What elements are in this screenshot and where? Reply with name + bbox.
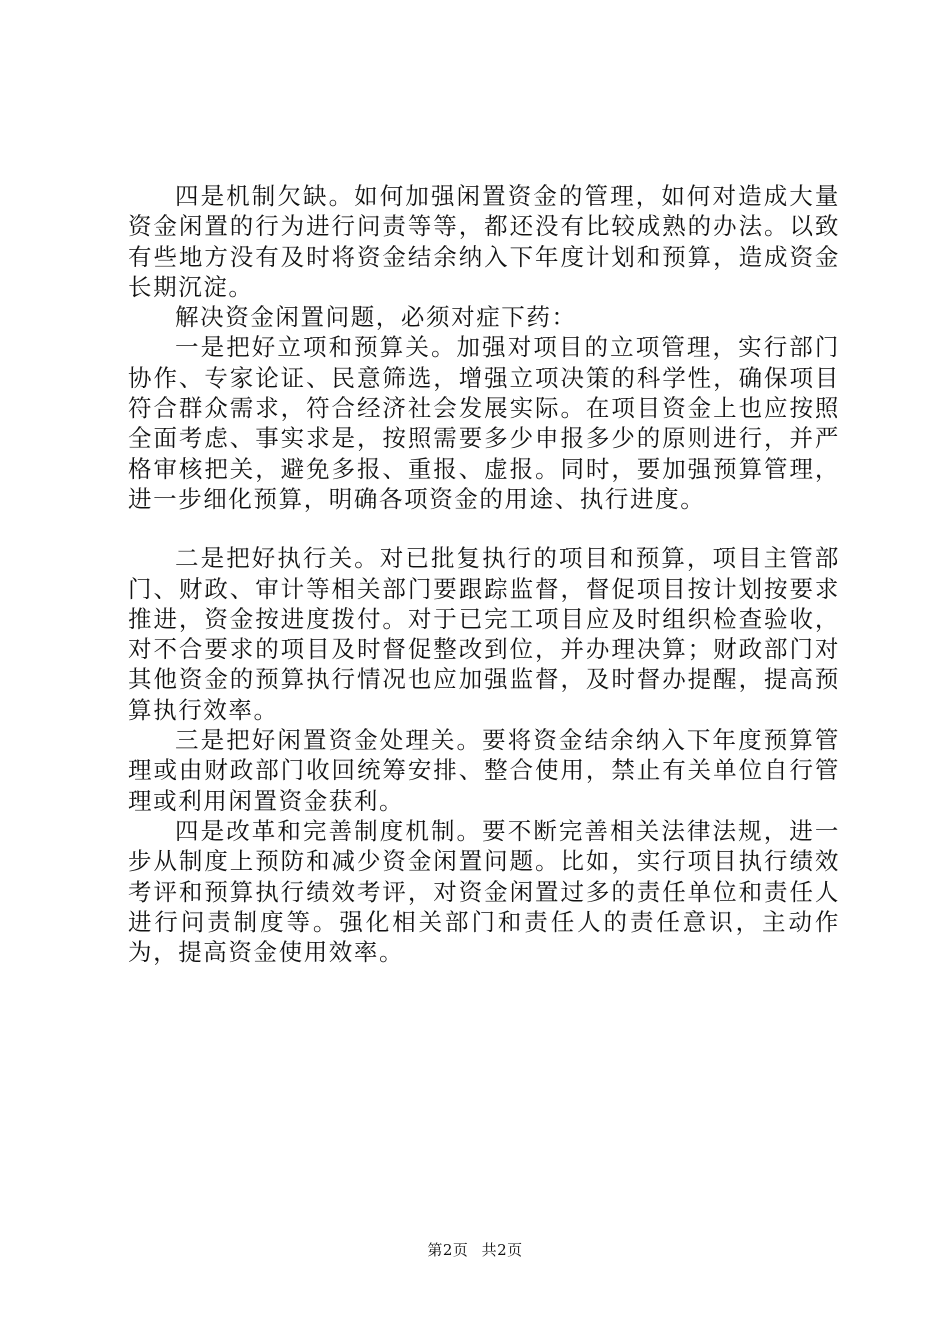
- page-number: 第2页: [427, 1241, 469, 1259]
- paragraph-spacer: [128, 514, 840, 543]
- paragraph-solution-intro: 解决资金闲置问题，必须对症下药：: [175, 303, 577, 332]
- paragraph-approval-budget: 一是把好立项和预算关。加强对项目的立项管理，实行部门协作、专家论证、民意筛选，增强立项决策的科学性，确保项目符合群众需求，符合经济社会发展实际。在项目资金上也应按照全面考虑、事实求是，按照需要多少申报多少的原则进行，并严格审核把关，避免多报、重报、虚报。同时，要加强预算管理，进一步细化预算，明确各项资金的用途、执行进度。: [128, 333, 840, 513]
- paragraph-mechanism-lacking: 四是机制欠缺。如何加强闲置资金的管理，如何对造成大量资金闲置的行为进行问责等等，都还没有比较成熟的办法。以致有些地方没有及时将资金结余纳入下年度计划和预算，造成资金长期沉淀。: [128, 182, 840, 301]
- page-total: 共2页: [481, 1241, 523, 1259]
- document-body: [128, 181, 840, 967]
- paragraph-execution: 二是把好执行关。对已批复执行的项目和预算，项目主管部门、财政、审计等相关部门要跟踪监督，督促项目按计划按要求推进，资金按进度拨付。对于已完工项目应及时组织检查验收，对不合要求的项目及时督促整改到位，并办理决算；财政部门对其他资金的预算执行情况也应加强监督，及时督办提醒，提高预算执行效率。: [128, 544, 840, 724]
- paragraph-idle-funds-handling: 三是把好闲置资金处理关。要将资金结余纳入下年度预算管理或由财政部门收回统筹安排、整合使用，禁止有关单位自行管理或利用闲置资金获利。: [128, 726, 840, 815]
- page-footer: [0, 1239, 950, 1260]
- paragraph-system-reform: 四是改革和完善制度机制。要不断完善相关法律法规，进一步从制度上预防和减少资金闲置问题。比如，实行项目执行绩效考评和预算执行绩效考评，对资金闲置过多的责任单位和责任人进行问责制度等。强化相关部门和责任人的责任意识，主动作为，提高资金使用效率。: [128, 816, 840, 967]
